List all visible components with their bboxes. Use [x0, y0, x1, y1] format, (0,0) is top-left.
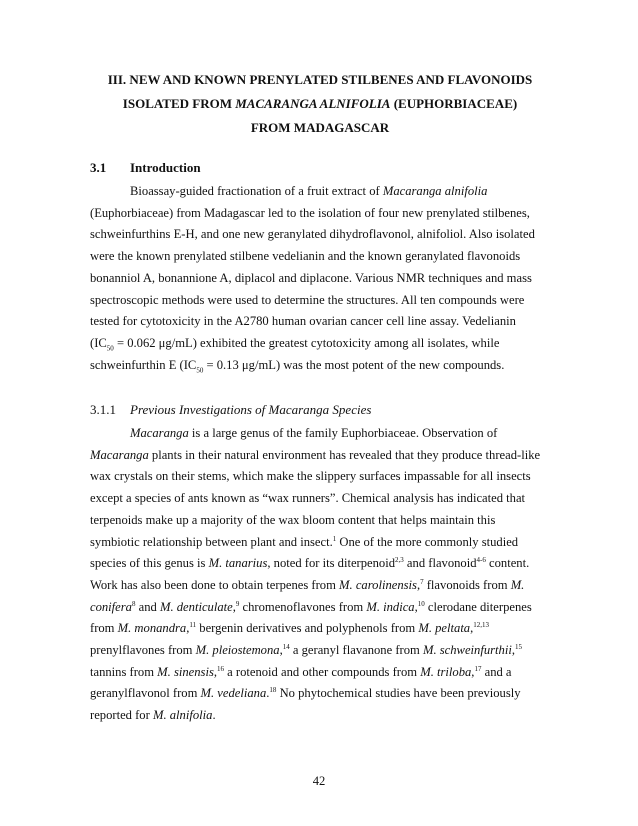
- chapter-title-line-3: FROM MADAGASCAR: [250, 120, 390, 135]
- page-number: 42: [312, 774, 326, 788]
- intro-paragraph: Bioassay-guided fractionation of a fruit extract of Macaranga alnifolia (Euphorbiaceae) from Madagascar led to the isolation of four new prenylated stilbenes, schweinfurthins E-H, and one new geranylated dihydroflavonol, alnifoliol. Also isolated were the known prenylated stilbene vedelianin and the known geranylated flavonoids bonanniol A, bonannione A, diplacol and diplacone. Various NMR techniques and mass spectroscopic methods were used to determine the structures. All ten compounds were tested for cytotoxicity in the A2780 human ovarian cancer cell line assay. Vedelianin ($IC_{50} = 0.062$ μg/mL) exhibited the greatest cytotoxicity among all isolates, while schweinfurthin E ($IC_{50} = 0.13$ μg/mL) was the most potent of the new compounds.: [90, 184, 535, 375]
- subsection-heading: Previous Investigations of Macaranga Species: [130, 402, 372, 417]
- section-heading: Introduction: [130, 160, 201, 175]
- section-number: 3.1: [90, 160, 107, 175]
- chapter-title-line-2: ISOLATED FROM MACARANGA ALNIFOLIA (EUPHORBIACEAE): [122, 96, 518, 111]
- chapter-title-line-1: III. NEW AND KNOWN PRENYLATED STILBENES AND FLAVONOIDS: [107, 72, 533, 87]
- body-paragraph: Macaranga is a large genus of the family Euphorbiaceae. Observation of Macaranga plants in their natural environment has revealed that they produce thread-like wax crystals on their stems, which make the slippery surfaces impassable for all insects except a species of ants known as “wax runners”. Chemical analysis has indicated that terpenoids make up a majority of the wax bloom content that helps maintain this symbiotic relationship between plant and insect.$^1$ One of the more commonly studied species of this genus is M. tanarius, noted for its diterpenoid$^{2,3}$ and flavonoid$^{4-6}$ content. Work has also been done to obtain terpenes from M. carolinensis,$^7$ flavonoids from M. conifera$^8$ and M. denticulate,$^9$ chromenoflavones from M. indica,$^{10}$ clerodane diterpenes from M. monandra,$^{11}$ bergenin derivatives and polyphenols from M. peltata,$^{12,13}$ prenylflavones from M. pleiostemona,$^{14}$ a geranyl flavanone from M. schweinfurthii,$^{15}$ tannins from M. sinensis,$^{16}$ a rotenoid and other compounds from M. triloba,$^{17}$ and a geranylflavonol from M. vedeliana.$^{18}$ No phytochemical studies have been previously reported for M. alnifolia.: [90, 426, 541, 723]
- chapter-title: [90, 68, 550, 140]
- subsection-number: 3.1.1: [90, 402, 116, 417]
